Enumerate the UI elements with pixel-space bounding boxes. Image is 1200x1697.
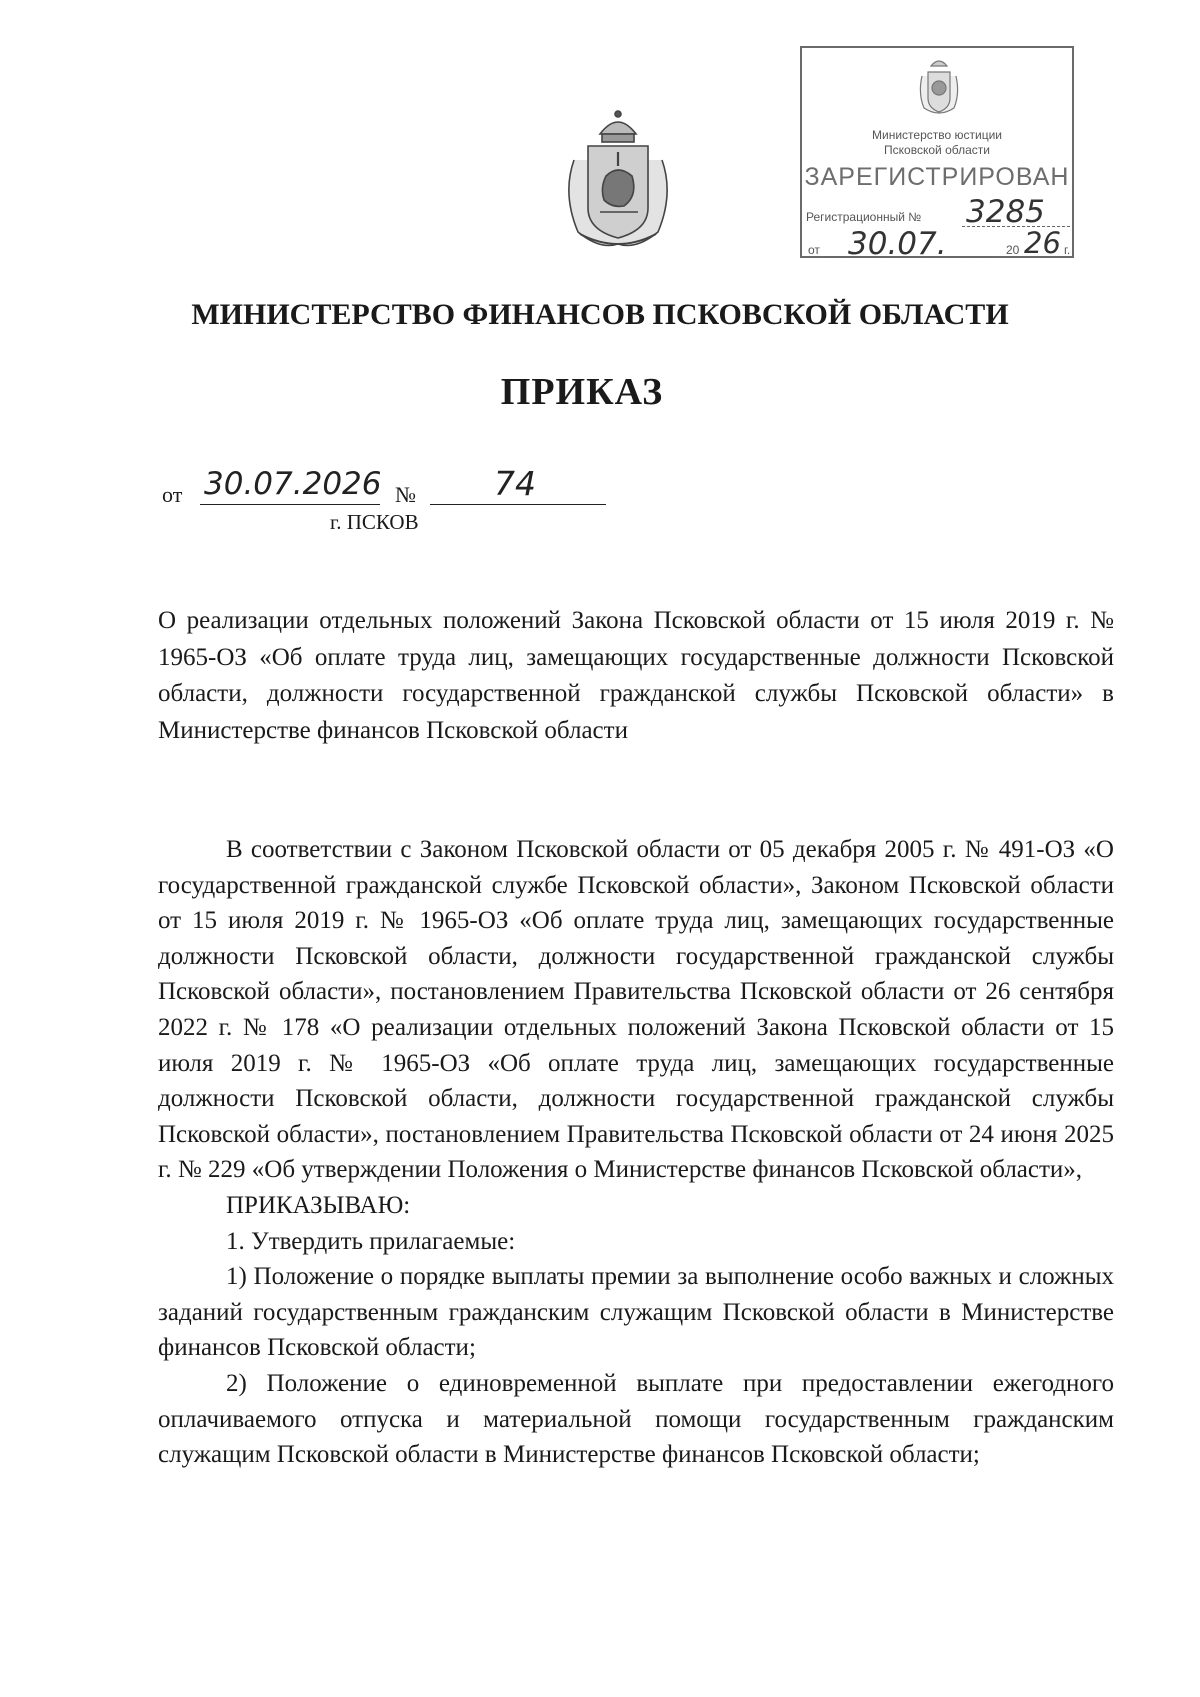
list-item: 2) Положение о единовременной выплате при предоставлении ежегодного оплачиваемого отпуска и материальной помощи государственным гражданским служащим Псковской области в Министерстве финансов Псковской области;	[158, 1369, 1114, 1469]
stamp-reg-number: 3285	[966, 194, 1045, 230]
stamp-year-prefix: 20	[1006, 243, 1020, 257]
document-body	[158, 832, 1114, 1473]
order-date: 30.07.2026	[204, 466, 382, 502]
list-item: 1. Утвердить прилагаемые:	[226, 1227, 516, 1255]
stamp-date-value: 30.07.	[848, 226, 947, 262]
stamp-reg-label: Регистрационный №	[806, 210, 922, 224]
order-word: ПРИКАЗЫВАЮ:	[226, 1191, 411, 1219]
preamble-paragraph: В соответствии с Законом Псковской области от 05 декабря 2005 г. № 491-ОЗ «О государственной гражданской службе Псковской области», Законом Псковской области от 15 июля 2019 г. № 1965-ОЗ «Об оплате труда лиц, замещающих государственные должности Псковской области, должности государственной гражданской службы Псковской области», постановлением Правительства Псковской области от 26 сентября 2022 г. № 178 «О реализации отдельных положений Закона Псковской области от 15 июля 2019 г. № 1965-ОЗ «Об оплате труда лиц, замещающих государственные должности Псковской области, должности государственной гражданской службы Псковской области», постановлением Правительства Псковской области от 24 июня 2025 г. № 229 «Об утверждении Положения о Министерстве финансов Псковской области»,	[158, 836, 1114, 1184]
stamp-year-suffix: г.	[1064, 243, 1071, 257]
stamp-year-value: 26	[1024, 226, 1061, 260]
order-number-label: №	[395, 482, 416, 507]
order-number: 74	[494, 464, 536, 503]
order-city: г. ПСКОВ	[330, 510, 419, 534]
document-type: ПРИКАЗ	[500, 371, 664, 413]
order-date-prefix: от	[162, 482, 183, 507]
order-date-underline	[200, 504, 380, 505]
stamp-emblem-icon	[914, 54, 964, 118]
stamp-date-underline	[824, 256, 994, 257]
stamp-date-prefix: от	[808, 243, 820, 257]
ministry-name: МИНИСТЕРСТВО ФИНАНСОВ ПСКОВСКОЙ ОБЛАСТИ	[191, 298, 1009, 331]
list-item: 1) Положение о порядке выплаты премии за выполнение особо важных и сложных заданий государственным гражданским служащим Псковской области в Министерстве финансов Псковской области;	[158, 1263, 1114, 1362]
stamp-authority-line1: Министерство юстиции	[872, 128, 1002, 142]
coat-of-arms-icon	[560, 104, 676, 254]
stamp-authority-line2: Псковской области	[884, 143, 990, 157]
document-title: О реализации отдельных положений Закона Псковской области от 15 июля 2019 г. № 1965-ОЗ «Об оплате труда лиц, замещающих государственные должности Псковской области, должности государственной гражданской службы Псковской области» в Министерстве финансов Псковской области	[158, 607, 1114, 744]
registration-stamp	[800, 46, 1074, 262]
order-number-underline	[430, 504, 606, 505]
stamp-status: ЗАРЕГИСТРИРОВАН	[804, 163, 1070, 191]
